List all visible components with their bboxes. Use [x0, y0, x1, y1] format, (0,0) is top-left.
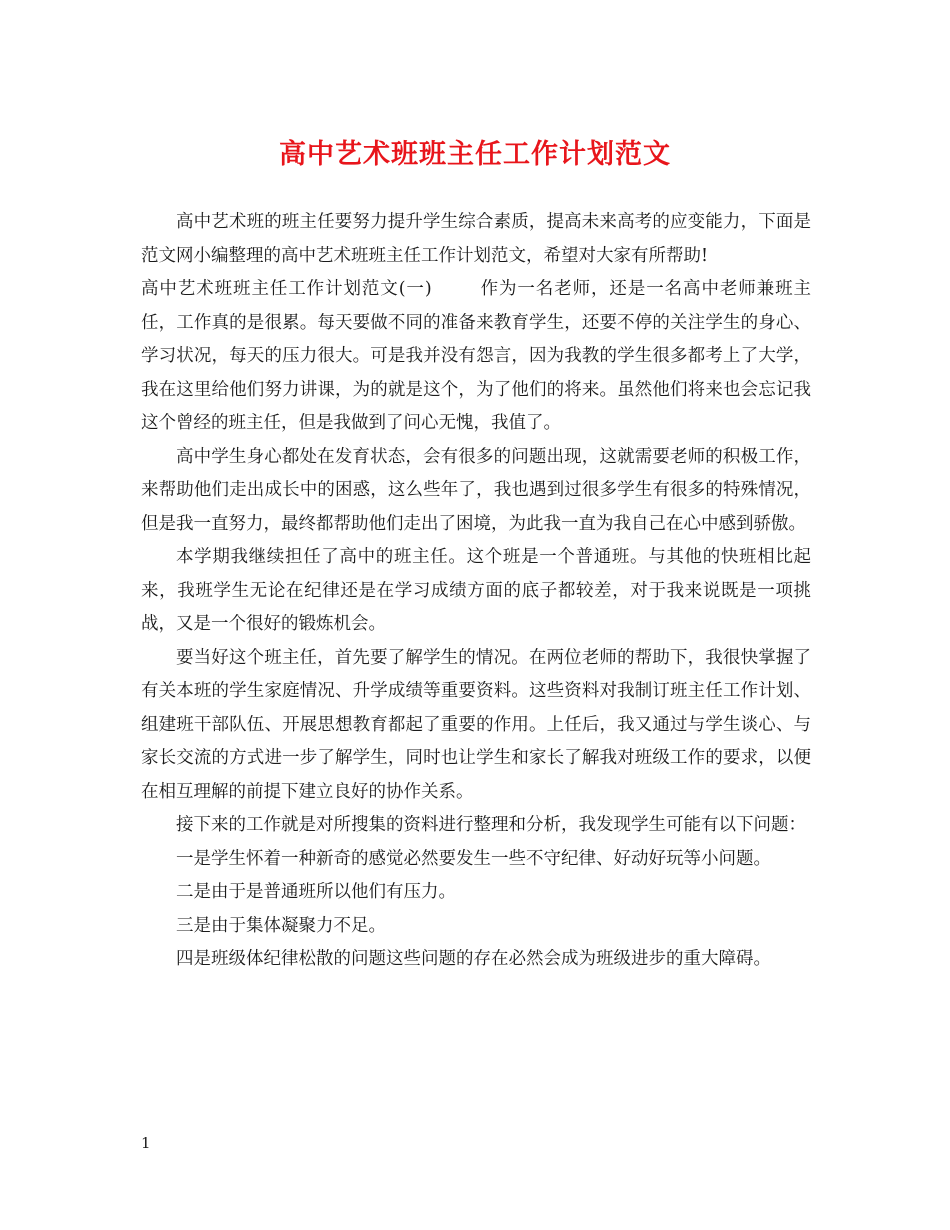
- document-body: [141, 206, 811, 977]
- body-paragraph: 要当好这个班主任，首先要了解学生的情况。在两位老师的帮助下，我很快掌握了有关本班的学生家庭情况、升学成绩等重要资料。这些资料对我制订班主任工作计划、组建班干部队伍、开展思想教育都起了重要的作用。上任后，我又通过与学生谈心、与家长交流的方式进一步了解学生，同时也让学生和家长了解我对班级工作的要求，以便在相互理解的前提下建立良好的协作关系。: [141, 647, 811, 802]
- section-first-text: 作为一名老师，还是一名高中老师兼班主任，工作真的是很累。每天要做不同的准备来教育学生，还要不停的关注学生的身心、学习状况，每天的压力很大。可是我并没有怨言，因为我教的学生很多都考上了大学，我在这里给他们努力讲课，为的就是这个，为了他们的将来。虽然他们将来也会忘记我这个曾经的班主任，但是我做到了问心无愧，我值了。: [141, 279, 811, 433]
- section-heading: 高中艺术班班主任工作计划范文(一): [141, 279, 432, 299]
- page-number: 1: [141, 1134, 151, 1152]
- section-paragraph: [141, 273, 811, 441]
- document-title: 高中艺术班班主任工作计划范文: [279, 139, 671, 170]
- body-paragraph: 接下来的工作就是对所搜集的资料进行整理和分析，我发现学生可能有以下问题：: [176, 815, 806, 835]
- problem-item: 二是由于是普通班所以他们有压力。: [176, 882, 456, 902]
- body-paragraph: 本学期我继续担任了高中的班主任。这个班是一个普通班。与其他的快班相比起来，我班学生无论在纪律还是在学习成绩方面的底子都较差，对于我来说既是一项挑战，又是一个很好的锻炼机会。: [141, 547, 811, 634]
- body-paragraph: 高中学生身心都处在发育状态，会有很多的问题出现，这就需要老师的积极工作，来帮助他们走出成长中的困惑，这么些年了，我也遇到过很多学生有很多的特殊情况，但是我一直努力，最终都帮助他们走出了困境，为此我一直为我自己在心中感到骄傲。: [141, 446, 811, 534]
- problem-item: 一是学生怀着一种新奇的感觉必然要发生一些不守纪律、好动好玩等小问题。: [176, 848, 771, 869]
- intro-paragraph: 高中艺术班的班主任要努力提升学生综合素质，提高未来高考的应变能力，下面是范文网小编整理的高中艺术班班主任工作计划范文，希望对大家有所帮助!: [141, 212, 811, 266]
- problem-item: 三是由于集体凝聚力不足。: [176, 915, 386, 936]
- problem-item: 四是班级体纪律松散的问题这些问题的存在必然会成为班级进步的重大障碍。: [176, 949, 771, 969]
